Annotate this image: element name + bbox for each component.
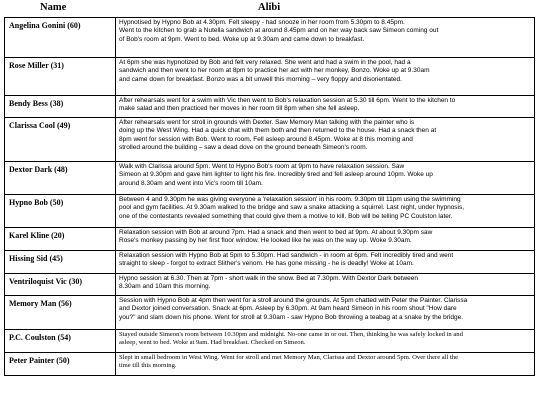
alibi-line: Walk with Clarissa around 5pm. Went to Hypno Bob's room at 9pm to have relaxation session. Saw bbox=[119, 163, 405, 170]
alibi-line: straight to sleep - forgot to extract Slither's venom. He has gone missing - he is deadly! Woke at 10am. bbox=[119, 260, 414, 268]
alibi-text bbox=[116, 251, 535, 274]
alibi-line: Between 4 and 9.30pm he was giving everyone a 'relaxation session' in his room. 9.30pm till 11pm using the swimming bbox=[119, 196, 461, 203]
table-row bbox=[5, 195, 535, 228]
alibi-line: and Dextor joined conversation. Snack at 6pm. Asleep by 6.30pm. At 9am heard Simeon in his room shout "How dare bbox=[119, 305, 457, 313]
alibi-line: At 6pm she was hypnotized by Bob and felt very relaxed. She went and had a swim in the pool, had a bbox=[119, 59, 411, 66]
table-row bbox=[5, 330, 535, 353]
suspect-name: Memory Man (56) bbox=[5, 296, 116, 330]
table-row bbox=[5, 96, 535, 118]
alibi-text bbox=[116, 330, 535, 353]
table-row bbox=[5, 18, 535, 58]
alibi-line: After rehearsals went for stroll in grounds with Dexter. Saw Memory Man talking with the painter who is bbox=[119, 119, 415, 126]
alibi-text bbox=[116, 296, 535, 330]
suspect-name: Rose Miller (31) bbox=[5, 58, 116, 96]
suspect-name: Hypno Bob (50) bbox=[5, 195, 116, 228]
alibi-text bbox=[116, 195, 535, 228]
table-row bbox=[5, 228, 535, 251]
table-row bbox=[5, 274, 535, 296]
table-row bbox=[5, 296, 535, 330]
alibi-line: Hypnotised by Hypno Bob at 4.30pm. Felt sleepy - had snooze in her room from 5.30pm to 8.45pm. bbox=[119, 19, 405, 26]
suspect-name: Angelina Gonini (60) bbox=[5, 18, 116, 58]
suspect-name: Hissing Sid (45) bbox=[5, 251, 116, 274]
alibi-line: 8pm went for session with Bob. Went to room. Fell asleep around 8.45pm. Woke at 8 this morning and bbox=[119, 135, 413, 143]
suspect-name: Bendy Bess (38) bbox=[5, 96, 116, 118]
alibi-line: 8.30am and 10am this morning. bbox=[119, 283, 211, 291]
table-row bbox=[5, 58, 535, 96]
suspect-name: Dextor Dark (48) bbox=[5, 162, 116, 195]
alibi-text bbox=[116, 18, 535, 58]
alibi-line: Slept in small bedroom in West Wing. Went for stroll and met Memory Man, Clarissa and Dextor around 5pm. Over there all the bbox=[119, 354, 459, 361]
alibi-text bbox=[116, 58, 535, 96]
alibi-column-header: Alibi bbox=[258, 2, 281, 13]
alibi-text bbox=[116, 96, 535, 118]
alibi-line: time till this morning. bbox=[119, 362, 177, 370]
alibi-line: sandwich and then went to her room at 8pm to practice her act with her monkey, Bonzo. Woke up at 9.30am bbox=[119, 67, 430, 75]
suspect-name: Karel Kline (20) bbox=[5, 228, 116, 251]
alibi-line: and came down for breakfast. Bonzo was a bit unwell this morning – very floppy and disorientated. bbox=[119, 75, 402, 83]
alibi-line: Rose's monkey passing by her first floor window. He looked like he was on the way up. Woke 9.30am. bbox=[119, 237, 412, 245]
alibi-text bbox=[116, 162, 535, 195]
alibi-text bbox=[116, 228, 535, 251]
alibi-line: Stayed outside Simeon's room between 10.30pm and midnight. No-one came in or out. Then, thinking he was safely locked in and bbox=[119, 331, 463, 338]
alibi-line: Relaxation session with Hypno Bob at 5pm to 5.30pm. Had sandwich - in room at 6pm. Felt incredibly tired and went bbox=[119, 252, 454, 259]
alibi-table bbox=[4, 17, 535, 376]
table-row bbox=[5, 251, 535, 274]
alibi-line: pool and gym facilities. At 9.30am walked to the bridge and saw a snake attacking a squirrel. Last night, under hypnosis, bbox=[119, 204, 465, 212]
table-row bbox=[5, 353, 535, 376]
alibi-line: Hypno session at 6.30. Then at 7pm - short walk in the snow. Bed at 7.30pm. With Dextor Dark between bbox=[119, 275, 419, 282]
suspect-name: Peter Painter (50) bbox=[5, 353, 116, 376]
table-row bbox=[5, 162, 535, 195]
table-row bbox=[5, 118, 535, 162]
alibi-text bbox=[116, 353, 535, 376]
alibi-line: you?" and slam down his phone. Went for stroll at 9.30am - saw Hypno Bob throwing a teabag at a snake by the bridge. bbox=[119, 313, 463, 321]
suspect-name: Clarissa Cool (49) bbox=[5, 118, 116, 162]
alibi-line: After rehearsals went for a swim with Vic then went to Bob's relaxation session at 5.30 till 6pm. Went to the kitchen to bbox=[119, 97, 456, 104]
alibi-line: make salad and then practiced her moves in her room till 8pm when she fell asleep. bbox=[119, 105, 360, 113]
alibi-line: Went to the kitchen to grab a Nutella sandwich at around 8.45pm and on her way back saw Simeon coming out bbox=[119, 27, 439, 35]
alibi-text bbox=[116, 274, 535, 296]
alibi-line: strolled around the building – saw a dead dove on the ground beneath Simeon's room. bbox=[119, 144, 368, 152]
suspect-name: P.C. Coulston (54) bbox=[5, 330, 116, 353]
alibi-line: of Bob's room at 9pm. Went to bed. Woke up at 9.30am and came down to breakfast. bbox=[119, 35, 365, 43]
alibi-line: asleep, went to bed. Woke at 9am. Had breakfast. Checked on Simeon. bbox=[119, 339, 306, 347]
alibi-text bbox=[116, 118, 535, 162]
alibi-line: one of the contestants revealed something that could give them a motive to kill. Bob will be telling PC Coulston later. bbox=[119, 212, 453, 220]
alibi-line: Session with Hypno Bob at 4pm then went for a stroll around the grounds. At 5pm chatted with Peter the Painter. Clarissa bbox=[119, 297, 468, 304]
suspect-name: Ventriloquist Vic (30) bbox=[5, 274, 116, 296]
alibi-line: Relaxation session with Bob at around 7pm. Had a snack and then went to bed at 9pm. At about 9.30pm saw bbox=[119, 229, 433, 236]
alibi-line: doing up the West Wing. Had a quick chat with them both and then returned to the house. Had a snack then at bbox=[119, 127, 437, 135]
alibi-line: around 8.30am and went into Vic's room till 10am. bbox=[119, 179, 263, 187]
name-column-header: Name bbox=[40, 2, 67, 13]
alibi-line: Simeon at 9.30pm and gave him lighter to light his fire. Incredibly tired and fell asleep around 10pm. Woke up bbox=[119, 171, 433, 179]
